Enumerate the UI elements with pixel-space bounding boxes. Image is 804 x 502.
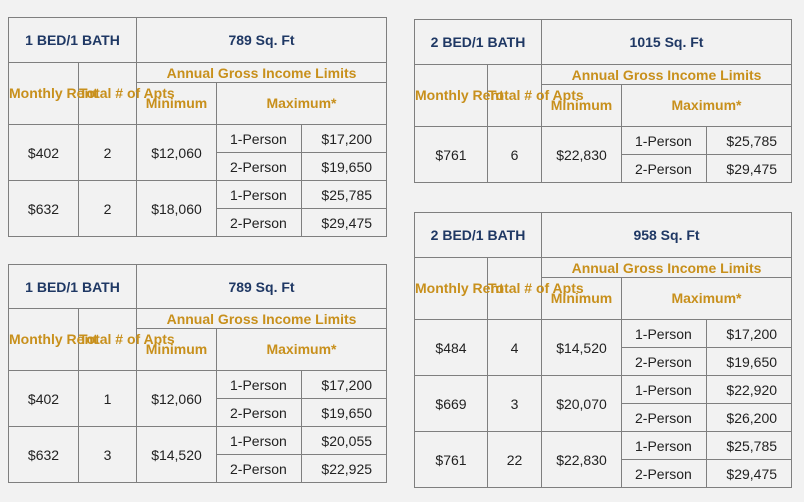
maximum-header: Maximum*: [217, 329, 387, 371]
income-limits-header: Annual Gross Income Limits: [542, 258, 792, 278]
table-row: [9, 427, 387, 455]
person-cell: 1-Person: [217, 181, 302, 209]
person-cell: 2-Person: [622, 348, 707, 376]
total-apts-header: Total # of Apts: [79, 309, 137, 371]
apts-cell: 3: [488, 376, 542, 432]
person-cell: 1-Person: [622, 376, 707, 404]
minimum-cell: $22,830: [542, 432, 622, 488]
table-row: [415, 127, 792, 155]
person-cell: 2-Person: [622, 404, 707, 432]
rent-cell: $632: [9, 181, 79, 237]
maximum-cell: $22,920: [707, 376, 792, 404]
apts-cell: 6: [488, 127, 542, 183]
minimum-header: Minimum: [542, 278, 622, 320]
rent-cell: $632: [9, 427, 79, 483]
person-cell: 2-Person: [622, 460, 707, 488]
minimum-cell: $18,060: [137, 181, 217, 237]
maximum-header: Maximum*: [622, 278, 792, 320]
apts-cell: 22: [488, 432, 542, 488]
person-cell: 1-Person: [622, 127, 707, 155]
maximum-cell: $29,475: [707, 460, 792, 488]
person-cell: 2-Person: [217, 209, 302, 237]
table-row: [415, 376, 792, 404]
maximum-cell: $17,200: [302, 371, 387, 399]
maximum-cell: $22,925: [302, 455, 387, 483]
sqft-label: 1015 Sq. Ft: [542, 20, 792, 65]
apts-cell: 4: [488, 320, 542, 376]
rent-cell: $402: [9, 371, 79, 427]
monthly-rent-header: Monthly Rent: [415, 65, 488, 127]
person-cell: 2-Person: [217, 153, 302, 181]
rent-cell: $484: [415, 320, 488, 376]
minimum-cell: $22,830: [542, 127, 622, 183]
minimum-cell: $20,070: [542, 376, 622, 432]
maximum-cell: $19,650: [302, 153, 387, 181]
person-cell: 1-Person: [622, 320, 707, 348]
maximum-cell: $19,650: [707, 348, 792, 376]
maximum-cell: $25,785: [302, 181, 387, 209]
maximum-cell: $17,200: [707, 320, 792, 348]
monthly-rent-header: Monthly Rent: [9, 63, 79, 125]
total-apts-header: Total # of Apts: [79, 63, 137, 125]
income-limits-header: Annual Gross Income Limits: [542, 65, 792, 85]
minimum-header: Minimum: [542, 85, 622, 127]
maximum-header: Maximum*: [622, 85, 792, 127]
maximum-cell: $19,650: [302, 399, 387, 427]
total-apts-header: Total # of Apts: [488, 65, 542, 127]
rent-cell: $761: [415, 432, 488, 488]
apts-cell: 2: [79, 181, 137, 237]
sqft-label: 958 Sq. Ft: [542, 213, 792, 258]
table-row: [415, 432, 792, 460]
minimum-cell: $14,520: [542, 320, 622, 376]
apts-cell: 1: [79, 371, 137, 427]
person-cell: 2-Person: [217, 455, 302, 483]
person-cell: 1-Person: [217, 427, 302, 455]
person-cell: 2-Person: [622, 155, 707, 183]
monthly-rent-header: Monthly Rent: [415, 258, 488, 320]
unit-type-label: 1 BED/1 BATH: [9, 18, 137, 63]
total-apts-header: Total # of Apts: [488, 258, 542, 320]
minimum-cell: $12,060: [137, 125, 217, 181]
rent-table-1bed-a: [8, 17, 387, 237]
sqft-label: 789 Sq. Ft: [137, 265, 387, 309]
rent-table-1bed-b: [8, 264, 387, 483]
person-cell: 1-Person: [217, 371, 302, 399]
maximum-cell: $26,200: [707, 404, 792, 432]
maximum-cell: $25,785: [707, 432, 792, 460]
minimum-cell: $14,520: [137, 427, 217, 483]
person-cell: 2-Person: [217, 399, 302, 427]
monthly-rent-header: Monthly Rent: [9, 309, 79, 371]
person-cell: 1-Person: [217, 125, 302, 153]
maximum-cell: $25,785: [707, 127, 792, 155]
rent-cell: $402: [9, 125, 79, 181]
apts-cell: 3: [79, 427, 137, 483]
minimum-header: Minimum: [137, 83, 217, 125]
rent-cell: $669: [415, 376, 488, 432]
minimum-cell: $12,060: [137, 371, 217, 427]
unit-type-label: 2 BED/1 BATH: [415, 20, 542, 65]
rent-cell: $761: [415, 127, 488, 183]
maximum-header: Maximum*: [217, 83, 387, 125]
unit-type-label: 1 BED/1 BATH: [9, 265, 137, 309]
unit-type-label: 2 BED/1 BATH: [415, 213, 542, 258]
minimum-header: Minimum: [137, 329, 217, 371]
maximum-cell: $29,475: [707, 155, 792, 183]
table-row: [9, 125, 387, 153]
table-row: [9, 181, 387, 209]
table-row: [9, 371, 387, 399]
apts-cell: 2: [79, 125, 137, 181]
income-limits-header: Annual Gross Income Limits: [137, 309, 387, 329]
maximum-cell: $29,475: [302, 209, 387, 237]
rent-table-2bed-1015: [414, 19, 792, 183]
table-row: [415, 320, 792, 348]
person-cell: 1-Person: [622, 432, 707, 460]
rent-table-2bed-958: [414, 212, 792, 488]
maximum-cell: $20,055: [302, 427, 387, 455]
maximum-cell: $17,200: [302, 125, 387, 153]
income-limits-header: Annual Gross Income Limits: [137, 63, 387, 83]
sqft-label: 789 Sq. Ft: [137, 18, 387, 63]
